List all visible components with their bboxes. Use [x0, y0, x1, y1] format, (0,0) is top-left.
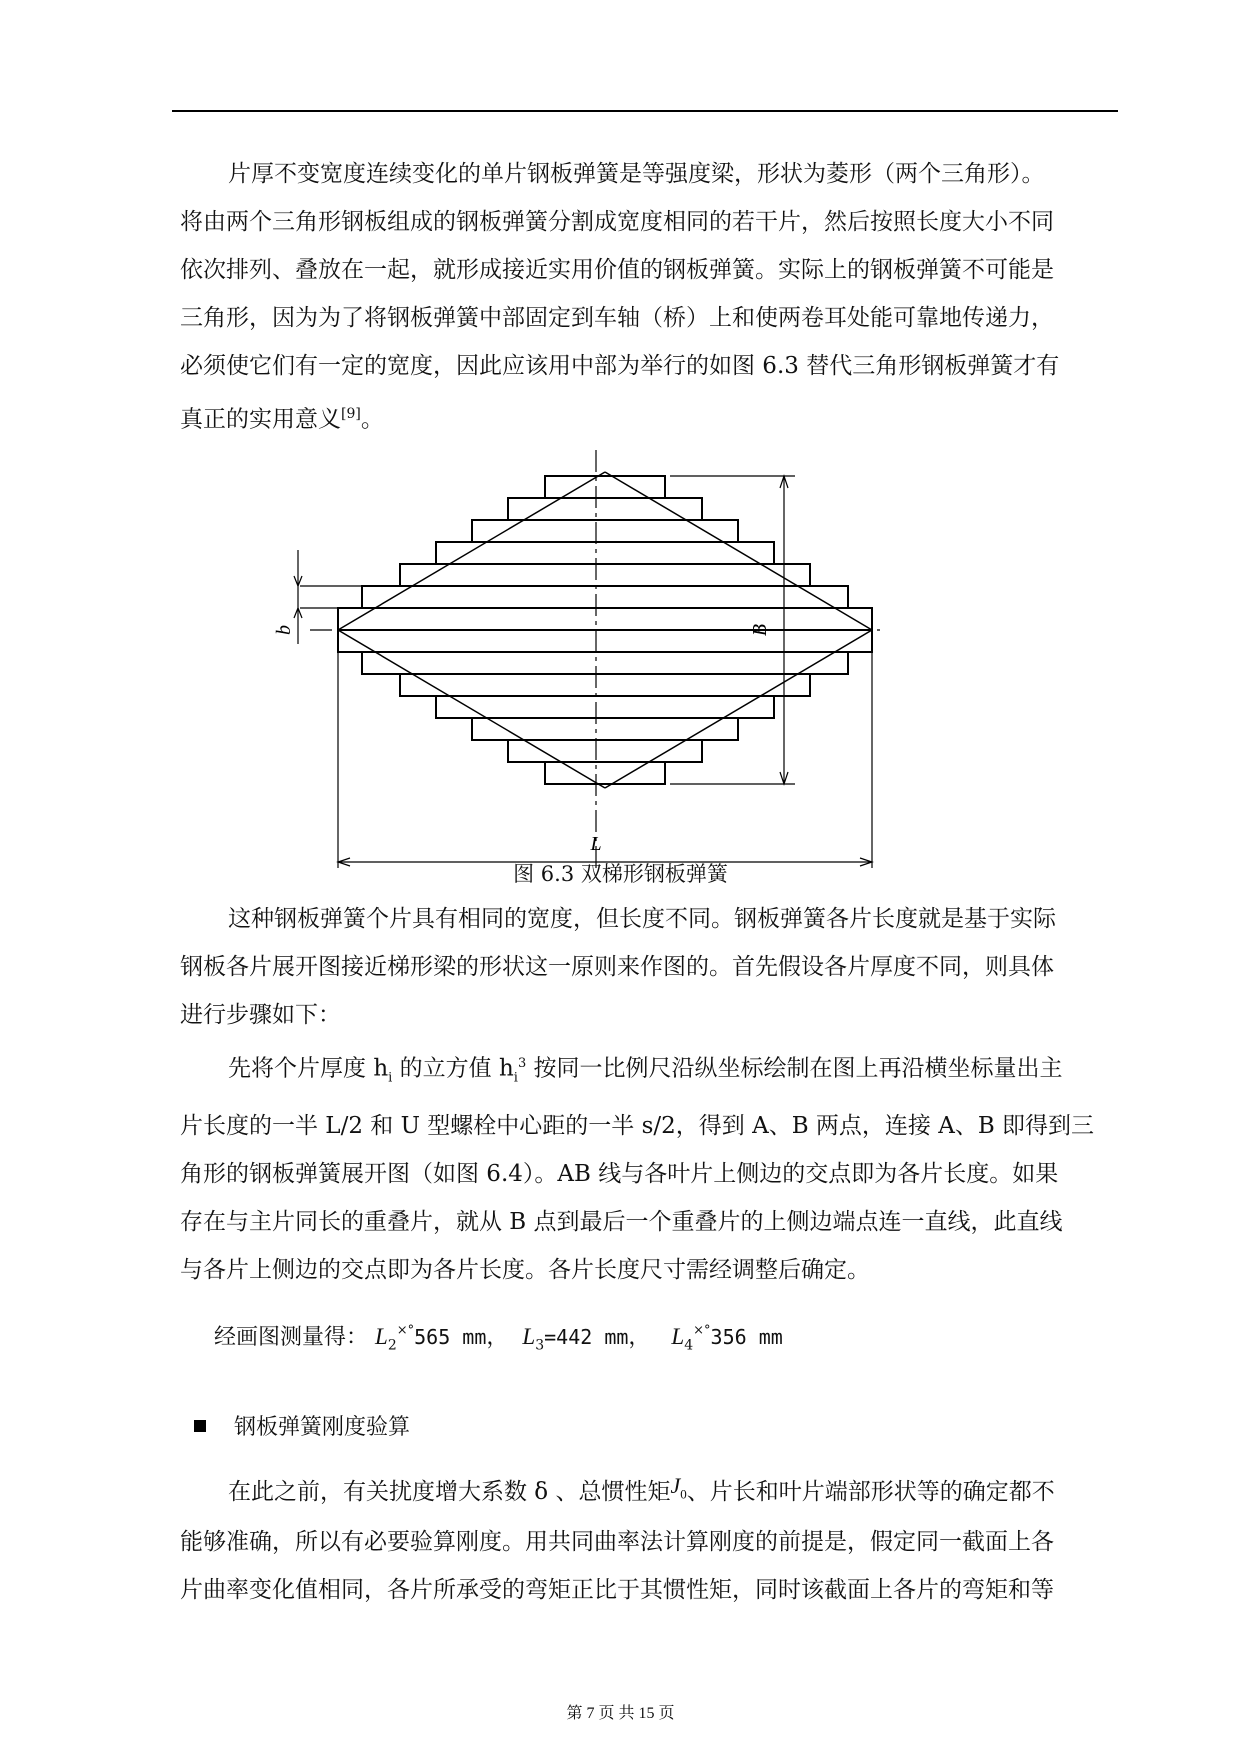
leaf-main-top [338, 608, 872, 630]
text-fragment: 在此之前，有关扰度增大系数 δ 、总惯性矩 [228, 1479, 671, 1505]
text-fragment: 的立方值 [392, 1055, 499, 1082]
text-line: 这种钢板弹簧个片具有相同的宽度，但长度不同。钢板弹簧各片长度就是基于实际 [228, 906, 1056, 932]
leaf-5-bottom [400, 674, 810, 696]
text-fragment: 先将个片厚度 [228, 1055, 374, 1082]
text-line: 存在与主片同长的重叠片，就从 B 点到最后一个重叠片的上侧边端点连一直线，此直线 [180, 1209, 1063, 1236]
leaf-6-bottom [362, 652, 848, 674]
leaf-3-bottom [472, 718, 738, 740]
dimension-label-B: B [749, 623, 771, 637]
text-line: 能够准确，所以有必要验算刚度。用共同曲率法计算刚度的前提是，假定同一截面上各 [180, 1529, 1054, 1556]
leaf-3-top [472, 520, 738, 542]
section-heading-text: 钢板弹簧刚度验算 [234, 1415, 411, 1440]
text-line: 依次排列、叠放在一起，就形成接近实用价值的钢板弹簧。实际上的钢板弹簧不可能是 [180, 257, 1054, 283]
sub-4: 4 [684, 1337, 694, 1354]
header-rule [172, 110, 1118, 112]
value-L3: =442 mm [544, 1325, 629, 1349]
text-line: 三角形，因为为了将钢板弹簧中部固定到车轴（桥）上和使两卷耳处能可靠地传递力， [180, 305, 1054, 331]
symbol-h: h [498, 1055, 514, 1082]
text-line: 进行步骤如下： [180, 1002, 341, 1028]
subscript-i: i [388, 1070, 393, 1086]
sub-2: 2 [387, 1337, 397, 1354]
leaf-spring-diagram [273, 450, 1000, 870]
value-L2: 565 mm [414, 1325, 487, 1349]
symbol-h: h [373, 1055, 389, 1082]
measure-prefix: 经画图测量得： [214, 1325, 369, 1350]
text-fragment: 、片长和叶片端部形状等的确定都不 [686, 1479, 1055, 1505]
section-heading [194, 1410, 410, 1441]
sub-3: 3 [535, 1337, 545, 1354]
page-footer: 第 7 页 共 15 页 [566, 1705, 675, 1722]
text-fragment: 按同一比例尺沿纵坐标绘制在图上再沿横坐标量出主 [526, 1055, 1063, 1082]
leaf-2-top [508, 498, 702, 520]
figure-caption: 图 6.3 双梯形钢板弹簧 [513, 862, 728, 886]
text-line: 片曲率变化值相同，各片所承受的弯矩正比于其惯性矩，同时该截面上各片的弯矩和等 [180, 1577, 1054, 1604]
text-line: 将由两个三角形钢板组成的钢板弹簧分割成宽度相同的若干片，然后按照长度大小不同 [180, 209, 1054, 235]
var-L: L [375, 1324, 388, 1349]
separator: ， [628, 1325, 651, 1350]
paragraph-intro [180, 150, 1120, 444]
dimension-label-b: b [273, 625, 295, 635]
text-fragment: 。 [360, 406, 384, 433]
leaf-6-top [362, 586, 848, 608]
text-line [180, 1040, 1120, 1102]
center-lines [310, 450, 880, 870]
leaf-2-bottom [508, 740, 702, 762]
dimension-label-L: L [590, 833, 602, 855]
var-L: L [671, 1324, 685, 1349]
approx-symbol: ×° [693, 1323, 711, 1338]
text-line: 钢板各片展开图接近梯形梁的形状这一原则来作图的。首先假设各片厚度不同，则具体 [180, 954, 1054, 980]
text-fragment: 真正的实用意义 [180, 406, 341, 433]
measured-lengths [214, 1320, 783, 1353]
text-line: 角形的钢板弹簧展开图（如图 6.4）。AB 线与各叶片上侧边的交点即为各片长度。如果 [180, 1161, 1059, 1188]
square-bullet-icon [194, 1420, 206, 1432]
text-line: 必须使它们有一定的宽度，因此应该用中部为举行的如图 6.3 替代三角形钢板弹簧才有 [180, 353, 1060, 379]
value-L4: 356 mm [710, 1325, 783, 1349]
var-L: L [522, 1324, 536, 1349]
symbol-J0 [670, 1473, 687, 1502]
leaf-4-top [436, 542, 774, 564]
subscript-i: i [513, 1070, 518, 1086]
text-line [180, 1462, 1120, 1518]
paragraph-method [180, 895, 1120, 1039]
symbol-J: J [670, 1473, 681, 1498]
leaf-1-bottom [545, 762, 665, 784]
dimension-lines [294, 476, 872, 868]
text-line: 片厚不变宽度连续变化的单片钢板弹簧是等强度梁，形状为菱形（两个三角形）。 [228, 161, 1045, 187]
subscript-0: 0 [680, 1486, 687, 1502]
superscript-cube: 3 [517, 1056, 527, 1071]
text-line: 片长度的一半 L/2 和 U 型螺栓中心距的一半 s/2，得到 A、B 两点，连接 A、B 即得到三 [180, 1113, 1095, 1140]
separator: ， [486, 1325, 509, 1350]
leaf-4-bottom [436, 696, 774, 718]
approx-symbol: ×° [396, 1323, 415, 1338]
text-line-last [180, 390, 1120, 444]
leaf-5-top [400, 564, 810, 586]
paragraph-stiffness [180, 1462, 1120, 1614]
text-line: 与各片上侧边的交点即为各片长度。各片长度尺寸需经调整后确定。 [180, 1257, 870, 1284]
paragraph-steps [180, 1040, 1120, 1294]
citation: [9] [341, 406, 361, 422]
leaf-1-top [545, 476, 665, 498]
leaf-main-bottom [338, 630, 872, 652]
